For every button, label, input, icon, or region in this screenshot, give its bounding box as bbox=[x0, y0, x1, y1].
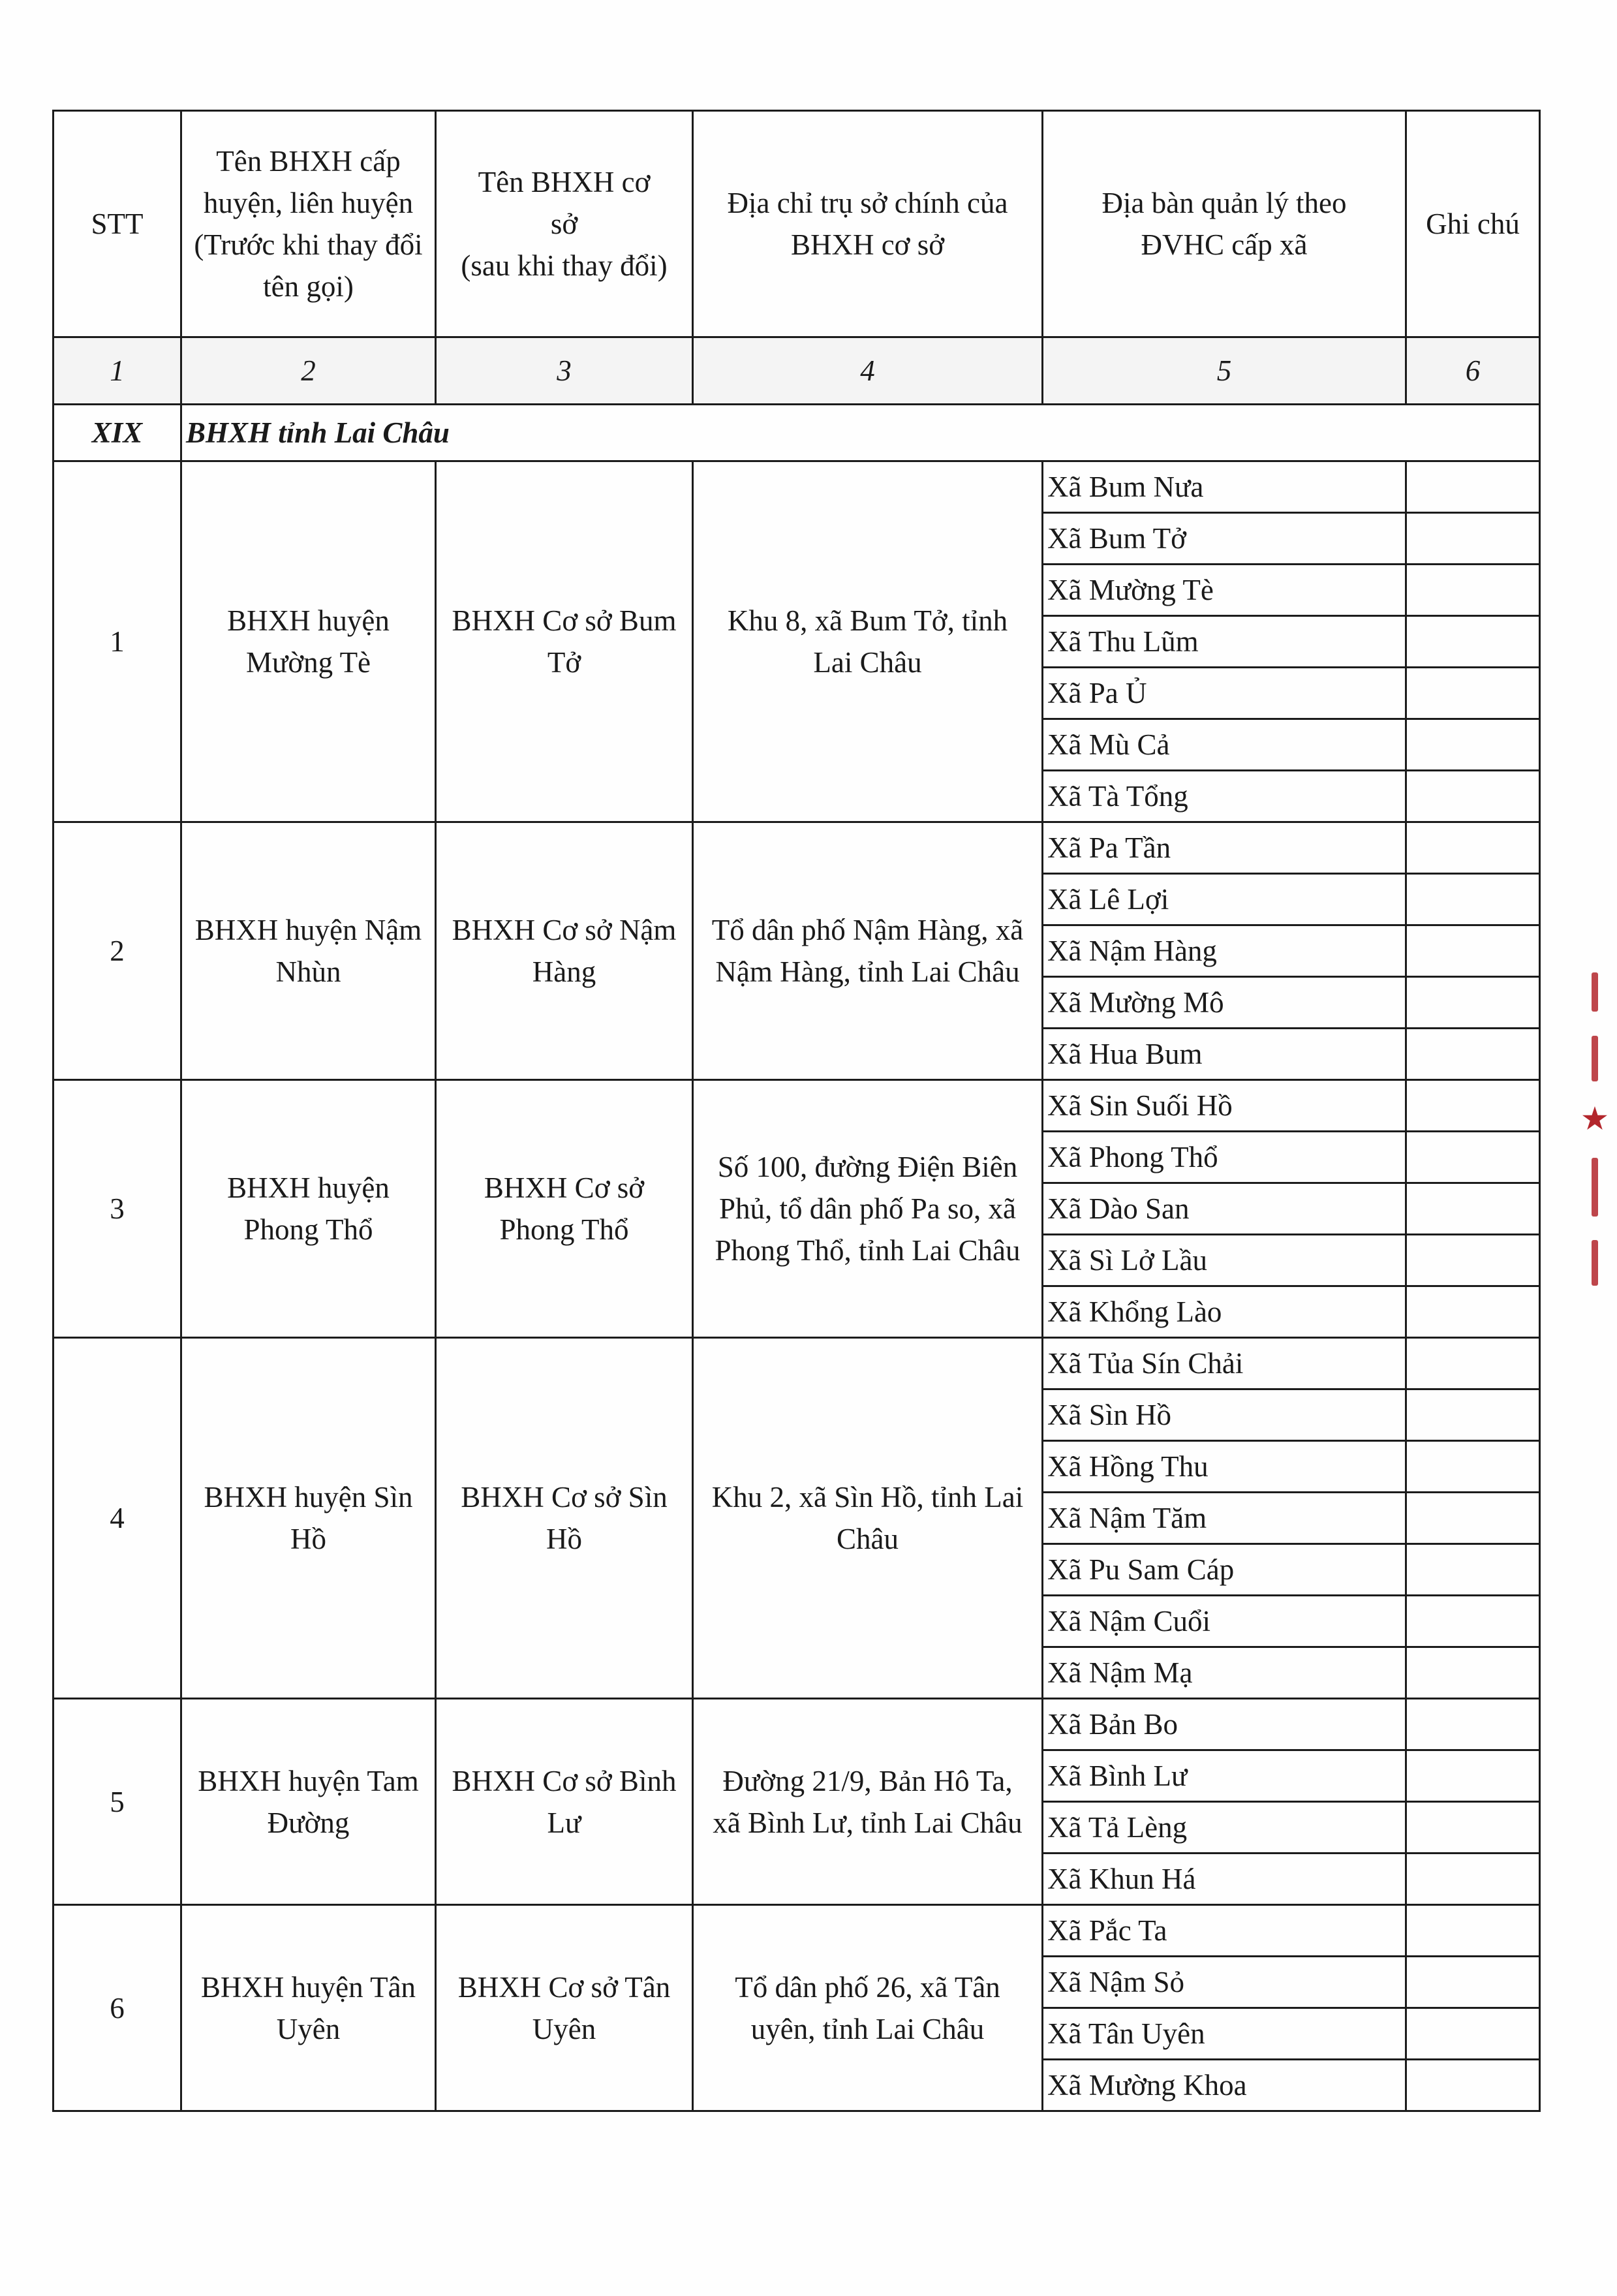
header-district-subtitle: (Trước khi thay đổi tên gọi) bbox=[194, 228, 423, 303]
base-office-name: BHXH Cơ sở Bum Tở bbox=[436, 461, 693, 822]
commune-name: Xã Khun Há bbox=[1043, 1854, 1406, 1905]
commune-name: Xã Dào San bbox=[1043, 1183, 1406, 1235]
note-cell bbox=[1406, 1905, 1540, 1957]
commune-name: Xã Mù Cả bbox=[1043, 719, 1406, 771]
stamp-mark bbox=[1592, 1158, 1598, 1217]
table-row bbox=[54, 461, 1540, 513]
column-number: 6 bbox=[1406, 337, 1540, 405]
note-cell bbox=[1406, 668, 1540, 719]
stamp-mark bbox=[1592, 972, 1598, 1012]
district-name: BHXH huyện Phong Thổ bbox=[181, 1080, 436, 1338]
star-icon: ★ bbox=[1582, 1103, 1608, 1135]
note-cell bbox=[1406, 1029, 1540, 1080]
commune-name: Xã Tả Lèng bbox=[1043, 1802, 1406, 1854]
commune-name: Xã Nậm Cuổi bbox=[1043, 1596, 1406, 1647]
note-cell bbox=[1406, 1544, 1540, 1596]
column-number: 3 bbox=[436, 337, 693, 405]
commune-name: Xã Pa Tần bbox=[1043, 822, 1406, 874]
commune-name: Xã Bản Bo bbox=[1043, 1699, 1406, 1750]
office-address: Tổ dân phố Nậm Hàng, xã Nậm Hàng, tỉnh Lai Châu bbox=[693, 822, 1043, 1080]
office-address: Đường 21/9, Bản Hô Ta, xã Bình Lư, tỉnh Lai Châu bbox=[693, 1699, 1043, 1905]
office-address: Khu 8, xã Bum Tở, tỉnh Lai Châu bbox=[693, 461, 1043, 822]
commune-name: Xã Tủa Sín Chải bbox=[1043, 1338, 1406, 1389]
note-cell bbox=[1406, 822, 1540, 874]
column-number-row bbox=[54, 337, 1540, 405]
note-cell bbox=[1406, 565, 1540, 616]
header-note: Ghi chú bbox=[1406, 111, 1540, 337]
column-number: 2 bbox=[181, 337, 436, 405]
table-row bbox=[54, 1080, 1540, 1132]
note-cell bbox=[1406, 1750, 1540, 1802]
office-address: Khu 2, xã Sìn Hồ, tỉnh Lai Châu bbox=[693, 1338, 1043, 1699]
note-cell bbox=[1406, 1338, 1540, 1389]
commune-name: Xã Nậm Mạ bbox=[1043, 1647, 1406, 1699]
note-cell bbox=[1406, 513, 1540, 565]
commune-name: Xã Nậm Hàng bbox=[1043, 925, 1406, 977]
column-number: 4 bbox=[693, 337, 1043, 405]
district-name: BHXH huyện Mường Tè bbox=[181, 461, 436, 822]
header-district-title: Tên BHXH cấp huyện, liên huyện bbox=[203, 145, 414, 219]
header-base-name bbox=[436, 111, 693, 337]
note-cell bbox=[1406, 977, 1540, 1029]
note-cell bbox=[1406, 1647, 1540, 1699]
base-office-name: BHXH Cơ sở Nậm Hàng bbox=[436, 822, 693, 1080]
note-cell bbox=[1406, 2060, 1540, 2111]
district-name: BHXH huyện Tân Uyên bbox=[181, 1905, 436, 2111]
commune-name: Xã Nậm Tăm bbox=[1043, 1493, 1406, 1544]
row-stt: 2 bbox=[54, 822, 181, 1080]
commune-name: Xã Pu Sam Cáp bbox=[1043, 1544, 1406, 1596]
commune-name: Xã Thu Lũm bbox=[1043, 616, 1406, 668]
base-office-name: BHXH Cơ sở Tân Uyên bbox=[436, 1905, 693, 2111]
red-seal-stamp bbox=[1579, 972, 1610, 1286]
note-cell bbox=[1406, 1493, 1540, 1544]
header-district-name bbox=[181, 111, 436, 337]
district-name: BHXH huyện Tam Đường bbox=[181, 1699, 436, 1905]
table-row bbox=[54, 1905, 1540, 1957]
note-cell bbox=[1406, 1854, 1540, 1905]
note-cell bbox=[1406, 1441, 1540, 1493]
table-row bbox=[54, 1699, 1540, 1750]
commune-name: Xã Pắc Ta bbox=[1043, 1905, 1406, 1957]
row-stt: 3 bbox=[54, 1080, 181, 1338]
commune-name: Xã Sì Lở Lầu bbox=[1043, 1235, 1406, 1286]
note-cell bbox=[1406, 1286, 1540, 1338]
header-stt: STT bbox=[54, 111, 181, 337]
note-cell bbox=[1406, 719, 1540, 771]
commune-name: Xã Mường Mô bbox=[1043, 977, 1406, 1029]
commune-name: Xã Bum Tở bbox=[1043, 513, 1406, 565]
note-cell bbox=[1406, 1183, 1540, 1235]
note-cell bbox=[1406, 925, 1540, 977]
office-address: Tổ dân phố 26, xã Tân uyên, tỉnh Lai Châu bbox=[693, 1905, 1043, 2111]
header-address-label: Địa chỉ trụ sở chính của BHXH cơ sở bbox=[727, 187, 1008, 261]
row-stt: 1 bbox=[54, 461, 181, 822]
commune-name: Xã Sin Suối Hồ bbox=[1043, 1080, 1406, 1132]
table-row bbox=[54, 822, 1540, 874]
note-cell bbox=[1406, 1596, 1540, 1647]
commune-name: Xã Lê Lợi bbox=[1043, 874, 1406, 925]
base-office-name: BHXH Cơ sở Sìn Hồ bbox=[436, 1338, 693, 1699]
note-cell bbox=[1406, 2008, 1540, 2060]
note-cell bbox=[1406, 1080, 1540, 1132]
commune-name: Xã Tà Tổng bbox=[1043, 771, 1406, 822]
base-office-name: BHXH Cơ sở Phong Thổ bbox=[436, 1080, 693, 1338]
commune-name: Xã Mường Khoa bbox=[1043, 2060, 1406, 2111]
district-name: BHXH huyện Nậm Nhùn bbox=[181, 822, 436, 1080]
office-address: Số 100, đường Điện Biên Phủ, tổ dân phố Pa so, xã Phong Thổ, tỉnh Lai Châu bbox=[693, 1080, 1043, 1338]
note-cell bbox=[1406, 1699, 1540, 1750]
stamp-mark bbox=[1592, 1240, 1598, 1286]
note-cell bbox=[1406, 771, 1540, 822]
column-number: 5 bbox=[1043, 337, 1406, 405]
base-office-name: BHXH Cơ sở Bình Lư bbox=[436, 1699, 693, 1905]
header-area bbox=[1043, 111, 1406, 337]
commune-name: Xã Hua Bum bbox=[1043, 1029, 1406, 1080]
section-roman-number: XIX bbox=[54, 405, 181, 461]
note-cell bbox=[1406, 1389, 1540, 1441]
header-area-label: Địa bàn quản lý theo ĐVHC cấp xã bbox=[1101, 187, 1347, 261]
header-base-subtitle: (sau khi thay đổi) bbox=[461, 249, 668, 282]
header-address bbox=[693, 111, 1043, 337]
note-cell bbox=[1406, 874, 1540, 925]
note-cell bbox=[1406, 616, 1540, 668]
stamp-mark bbox=[1592, 1036, 1598, 1081]
commune-name: Xã Khổng Lào bbox=[1043, 1286, 1406, 1338]
commune-name: Xã Sìn Hồ bbox=[1043, 1389, 1406, 1441]
header-base-title: Tên BHXH cơ sở bbox=[478, 166, 651, 240]
note-cell bbox=[1406, 1957, 1540, 2008]
note-cell bbox=[1406, 461, 1540, 513]
commune-name: Xã Mường Tè bbox=[1043, 565, 1406, 616]
row-stt: 5 bbox=[54, 1699, 181, 1905]
commune-assignment-table bbox=[52, 110, 1541, 2112]
commune-name: Xã Bình Lư bbox=[1043, 1750, 1406, 1802]
district-name: BHXH huyện Sìn Hồ bbox=[181, 1338, 436, 1699]
row-stt: 4 bbox=[54, 1338, 181, 1699]
note-cell bbox=[1406, 1802, 1540, 1854]
section-title: BHXH tỉnh Lai Châu bbox=[181, 405, 1540, 461]
commune-name: Xã Bum Nưa bbox=[1043, 461, 1406, 513]
commune-name: Xã Hồng Thu bbox=[1043, 1441, 1406, 1493]
header-row bbox=[54, 111, 1540, 337]
commune-name: Xã Pa Ủ bbox=[1043, 668, 1406, 719]
table-row bbox=[54, 1338, 1540, 1389]
commune-name: Xã Tân Uyên bbox=[1043, 2008, 1406, 2060]
note-cell bbox=[1406, 1132, 1540, 1183]
note-cell bbox=[1406, 1235, 1540, 1286]
row-stt: 6 bbox=[54, 1905, 181, 2111]
commune-name: Xã Phong Thổ bbox=[1043, 1132, 1406, 1183]
column-number: 1 bbox=[54, 337, 181, 405]
section-row bbox=[54, 405, 1540, 461]
commune-name: Xã Nậm Sỏ bbox=[1043, 1957, 1406, 2008]
